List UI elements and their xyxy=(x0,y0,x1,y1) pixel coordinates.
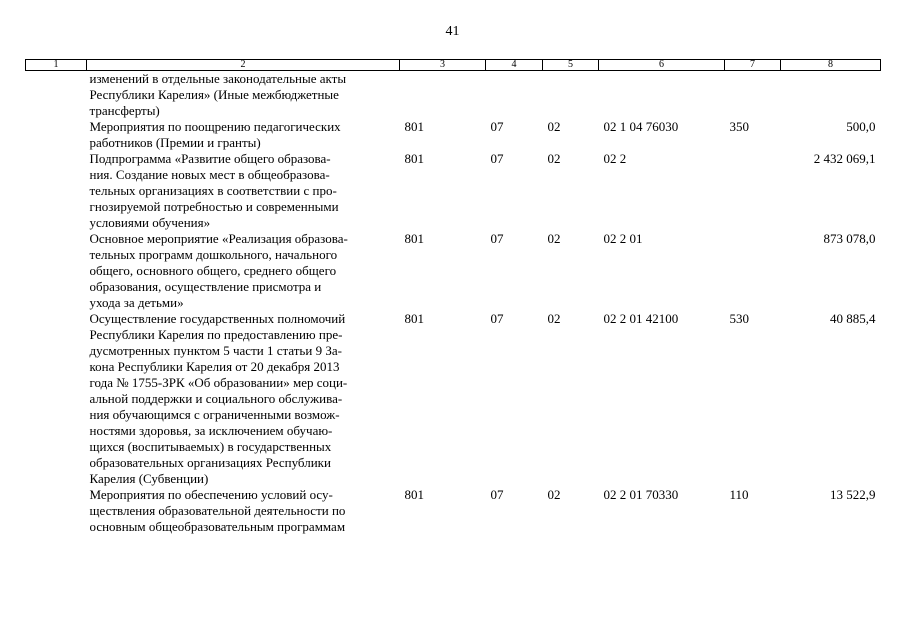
item-name-line: изменений в отдельные законодательные акты xyxy=(89,71,347,86)
ministry-code-cell: 801 xyxy=(404,151,424,166)
target-article-cell: 02 2 xyxy=(603,151,627,166)
section-code-cell: 07 xyxy=(490,119,504,134)
item-name-line: Республики Карелия» (Иные межбюджетные xyxy=(89,87,339,102)
column-header-7: 7 xyxy=(725,60,781,71)
subsection-code-cell: 02 xyxy=(547,487,561,502)
item-name-line: Осуществление государственных полномочий xyxy=(89,311,346,326)
column-number-row xyxy=(26,60,881,71)
ministry-code-cell: 801 xyxy=(404,487,424,502)
item-name-line: тельных программ дошкольного, начального xyxy=(89,247,338,262)
item-name-line: ния обучающимся с ограниченными возмож- xyxy=(89,407,340,422)
row-number-cell xyxy=(26,151,87,231)
row-number-cell xyxy=(26,311,87,487)
target-article-cell xyxy=(599,71,725,120)
ministry-code-cell: 801 xyxy=(404,231,424,246)
budget-table xyxy=(25,59,881,535)
table-row xyxy=(26,119,881,151)
item-name-cell xyxy=(87,119,400,151)
item-name-line: Подпрограмма «Развитие общего образова- xyxy=(89,151,331,166)
item-name-line: образования, осуществление присмотра и xyxy=(89,279,322,294)
amount-cell: 500,0 xyxy=(846,119,876,134)
column-header-2: 2 xyxy=(87,60,400,71)
table-row xyxy=(26,487,881,535)
section-code-cell: 07 xyxy=(490,231,504,246)
subsection-code-cell xyxy=(543,71,599,120)
subsection-code-cell: 02 xyxy=(547,311,561,326)
target-article-cell: 02 2 01 70330 xyxy=(603,487,679,502)
item-name-line: тельных организациях в соответствии с про- xyxy=(89,183,337,198)
subsection-code-cell: 02 xyxy=(547,119,561,134)
table-header xyxy=(26,60,881,71)
target-article-cell: 02 1 04 76030 xyxy=(603,119,679,134)
subsection-code-cell: 02 xyxy=(547,151,561,166)
item-name-line: ухода за детьми» xyxy=(89,295,184,310)
section-code-cell: 07 xyxy=(490,487,504,502)
item-name-cell xyxy=(87,231,400,311)
table-row xyxy=(26,311,881,487)
ministry-code-cell: 801 xyxy=(404,119,424,134)
item-name-line: Республики Карелия по предоставлению пре- xyxy=(89,327,343,342)
item-name-line: основным общеобразовательным программам xyxy=(89,519,346,534)
item-name-cell xyxy=(87,487,400,535)
amount-cell: 40 885,4 xyxy=(830,311,876,326)
expense-type-cell: 110 xyxy=(729,487,749,502)
item-name-line: образовательных организациях Республики xyxy=(89,455,331,470)
row-number-cell xyxy=(26,119,87,151)
item-name-line: щихся (воспитываемых) в государственных xyxy=(89,439,332,454)
column-header-1: 1 xyxy=(26,60,87,71)
amount-cell: 873 078,0 xyxy=(823,231,876,246)
table-body xyxy=(26,71,881,536)
target-article-cell: 02 2 01 xyxy=(603,231,643,246)
item-name-line: кона Республики Карелия от 20 декабря 2013 xyxy=(89,359,340,374)
table-row xyxy=(26,151,881,231)
row-number-cell xyxy=(26,231,87,311)
amount-cell: 2 432 069,1 xyxy=(813,151,876,166)
item-name-line: Основное мероприятие «Реализация образова- xyxy=(89,231,348,246)
item-name-line: ностями здоровья, за исключением обучаю- xyxy=(89,423,333,438)
expense-type-cell xyxy=(725,231,781,311)
section-code-cell: 07 xyxy=(490,311,504,326)
item-name-line: дусмотренных пунктом 5 части 1 статьи 9 За- xyxy=(89,343,342,358)
item-name-cell xyxy=(87,311,400,487)
expense-type-cell xyxy=(725,71,781,120)
item-name-line: гнозируемой потребностью и современными xyxy=(89,199,339,214)
amount-cell: 13 522,9 xyxy=(830,487,876,502)
row-number-cell xyxy=(26,487,87,535)
table-row xyxy=(26,71,881,120)
item-name-line: года № 1755-ЗРК «Об образовании» мер соци- xyxy=(89,375,348,390)
row-number-cell xyxy=(26,71,87,120)
item-name-line: трансферты) xyxy=(89,103,160,118)
section-code-cell: 07 xyxy=(490,151,504,166)
amount-cell xyxy=(781,71,881,120)
item-name-line: Карелия (Субвенции) xyxy=(89,471,209,486)
item-name-line: общего, основного общего, среднего общего xyxy=(89,263,337,278)
target-article-cell: 02 2 01 42100 xyxy=(603,311,679,326)
item-name-line: ществления образовательной деятельности по xyxy=(89,503,346,518)
column-header-4: 4 xyxy=(486,60,543,71)
page-number: 41 xyxy=(445,24,460,39)
expense-type-cell: 350 xyxy=(729,119,749,134)
item-name-cell xyxy=(87,151,400,231)
table-row xyxy=(26,231,881,311)
item-name-line: альной поддержки и социального обслужива- xyxy=(89,391,343,406)
item-name-line: Мероприятия по обеспечению условий осу- xyxy=(89,487,333,502)
item-name-line: Мероприятия по поощрению педагогических xyxy=(89,119,341,134)
ministry-code-cell xyxy=(400,71,486,120)
item-name-line: работников (Премии и гранты) xyxy=(89,135,261,150)
ministry-code-cell: 801 xyxy=(404,311,424,326)
section-code-cell xyxy=(486,71,543,120)
column-header-3: 3 xyxy=(400,60,486,71)
subsection-code-cell: 02 xyxy=(547,231,561,246)
item-name-line: ния. Создание новых мест в общеобразова- xyxy=(89,167,330,182)
column-header-6: 6 xyxy=(599,60,725,71)
expense-type-cell xyxy=(725,151,781,231)
column-header-8: 8 xyxy=(781,60,881,71)
expense-type-cell: 530 xyxy=(729,311,749,326)
item-name-line: условиями обучения» xyxy=(89,215,211,230)
item-name-cell xyxy=(87,71,400,120)
column-header-5: 5 xyxy=(543,60,599,71)
